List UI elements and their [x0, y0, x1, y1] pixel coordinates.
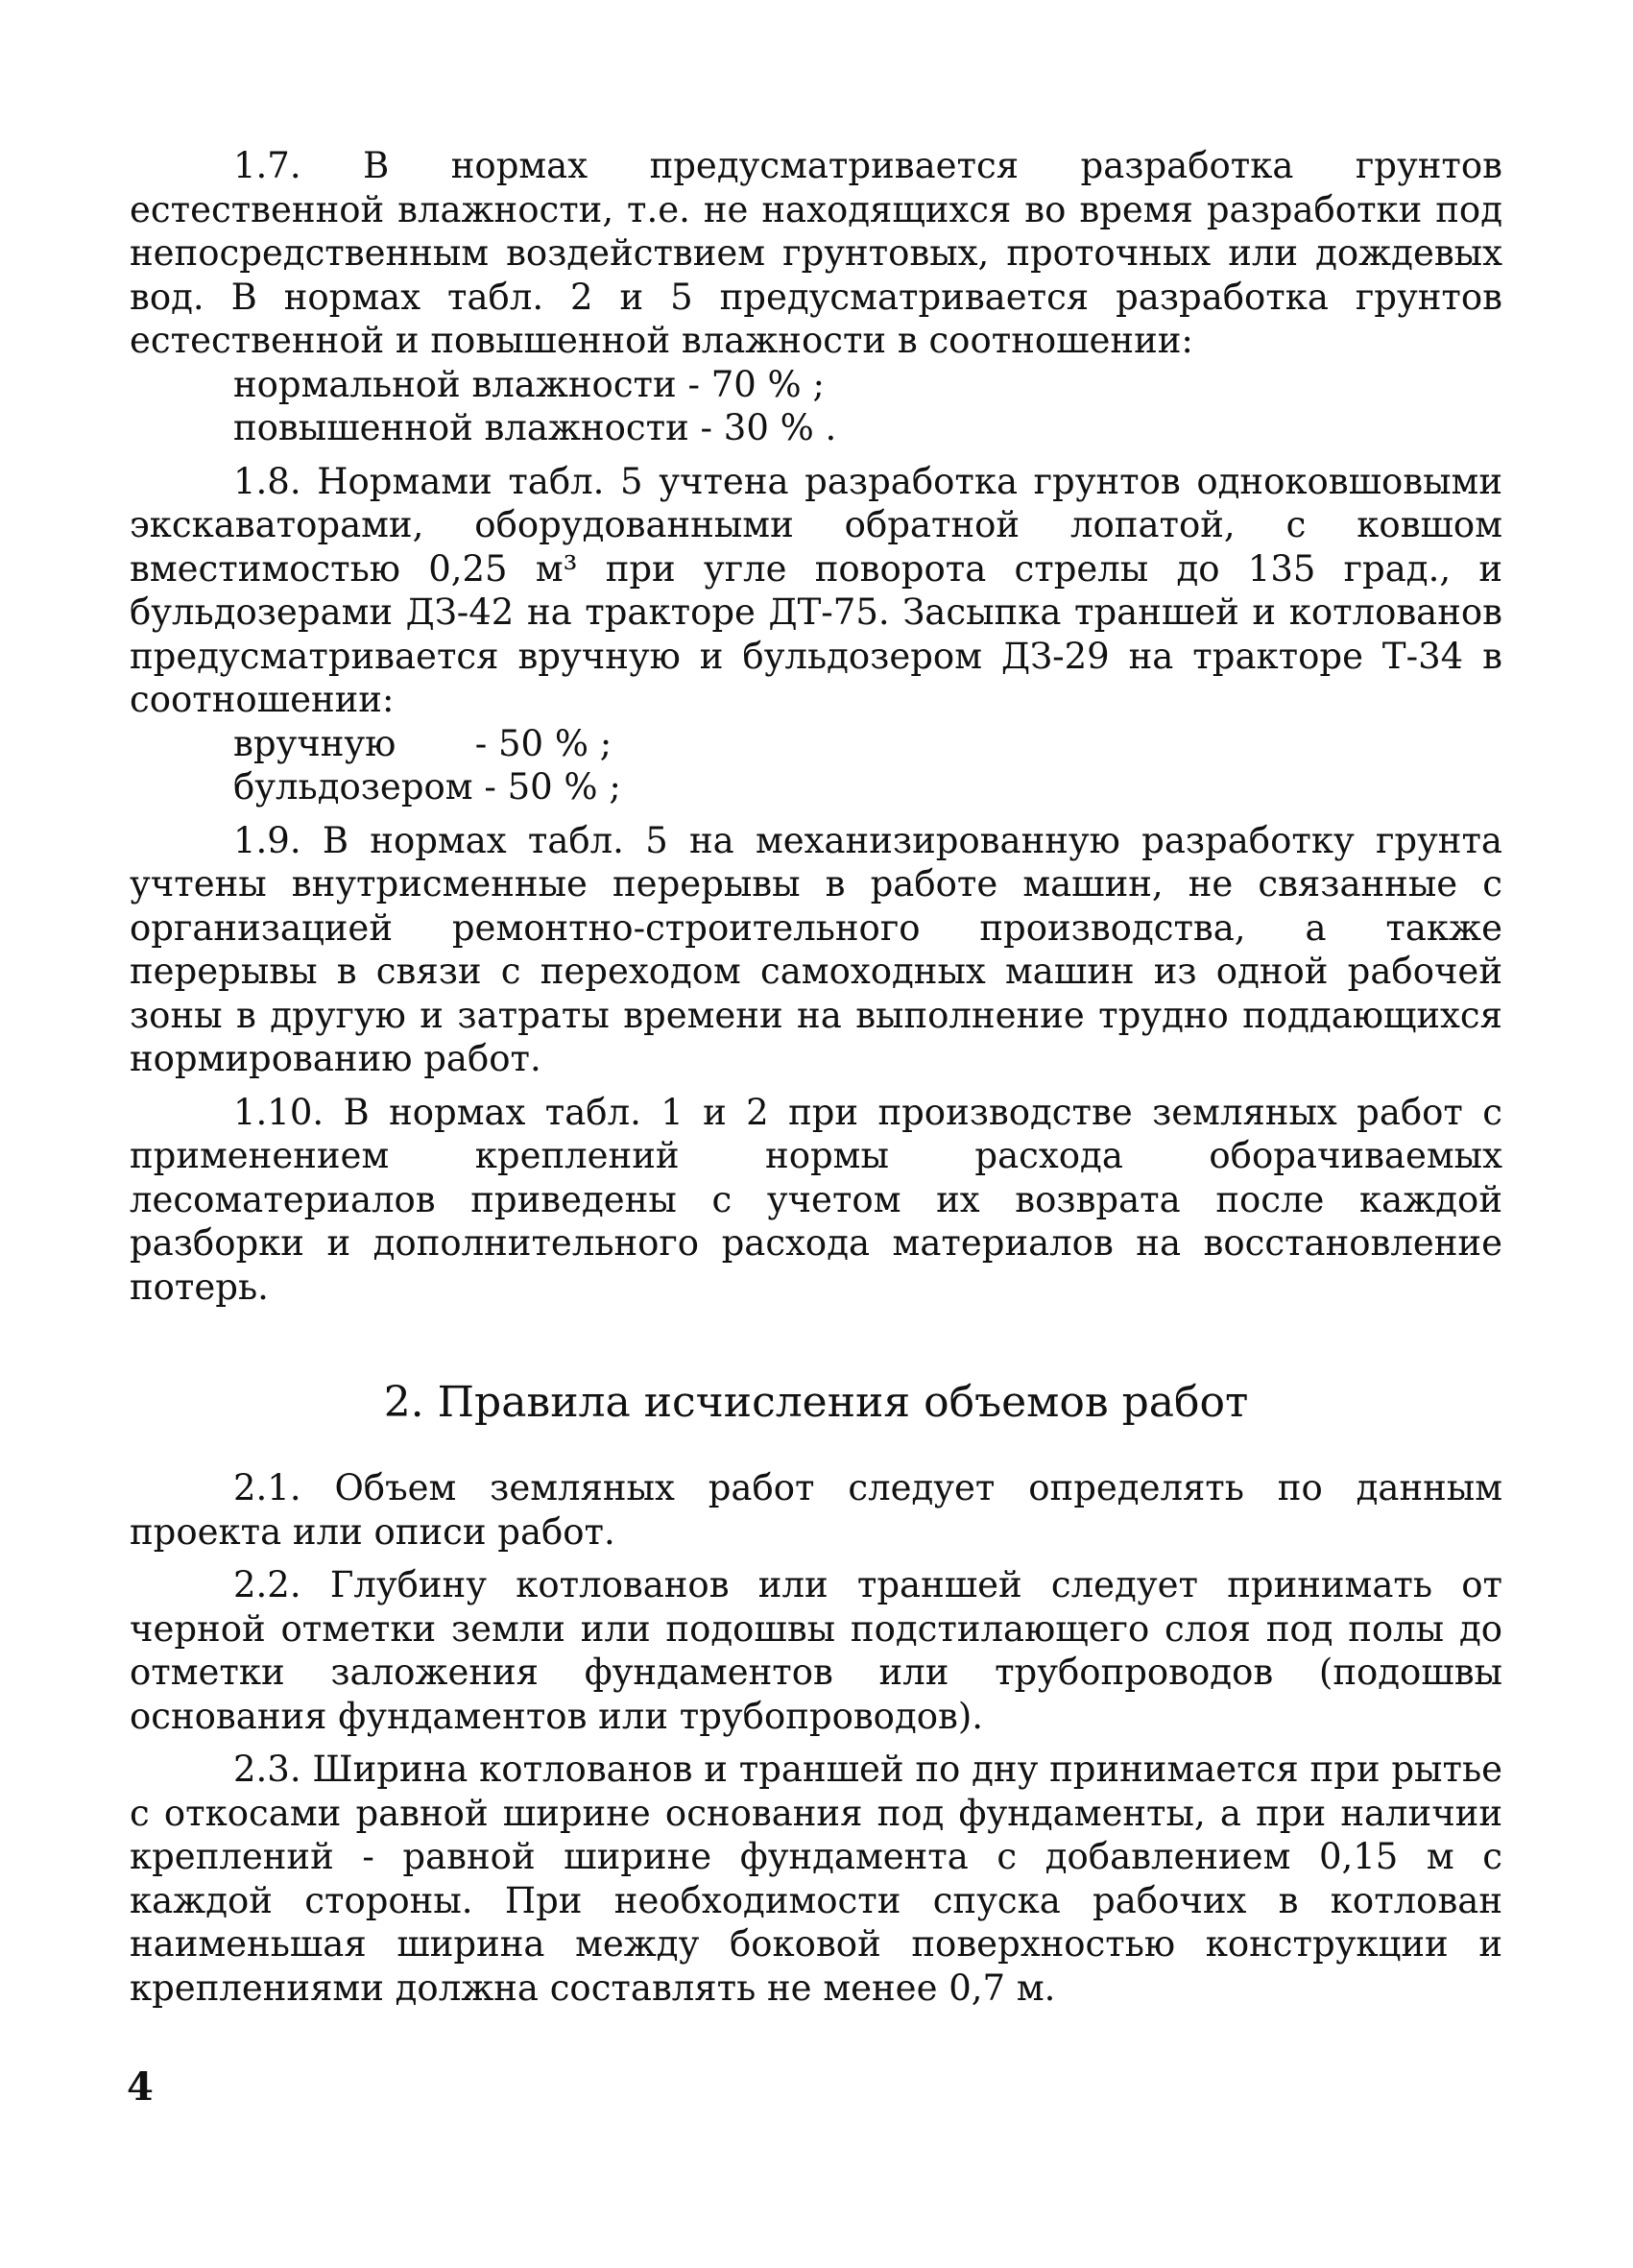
list-item: вручную - 50 % ;: [233, 722, 612, 764]
paragraph-2-3: 2.3. Ширина котлованов и траншей по дну принимается при рытье с откосами равной ширине основания под фундаменты, а при наличии креплений - равной ширине фундамента с добавлением 0,15 м с каждой стороны. При необходимости спуска рабочих в котлован наименьшая ширина между боковой поверхностью конструкции и креплениями должна составлять не менее 0,7 м.: [130, 1749, 1502, 2009]
page-number: 4: [127, 2064, 154, 2110]
humidity-ratio-list: [130, 363, 1502, 450]
backfill-ratio-list: [130, 722, 1502, 809]
paragraph-2-2: 2.2. Глубину котлованов или траншей следует принимать от черной отметки земли или подошвы подстилающего слоя под полы до отметки заложения фундаментов или трубопроводов (подошвы основания фундаментов или трубопроводов).: [130, 1564, 1502, 1737]
paragraph-1-8: 1.8. Нормами табл. 5 учтена разработка грунтов одноковшовыми экскаваторами, оборудованными обратной лопатой, с ковшом вместимостью 0,25 м³ при угле поворота стрелы до 135 град., и бульдозерами ДЗ-42 на тракторе ДТ-75. Засыпка траншей и котлованов предусматривается вручную и бульдозером ДЗ-29 на тракторе Т-34 в соотношении:: [130, 460, 1502, 720]
list-item: нормальной влажности - 70 % ;: [233, 363, 825, 405]
paragraph-1-10: 1.10. В нормах табл. 1 и 2 при производстве земляных работ с применением креплений нормы расхода оборачиваемых лесоматериалов приведены с учетом их возврата после каждой разборки и дополнительного расхода материалов на восстановление потерь.: [130, 1091, 1502, 1308]
list-item: повышенной влажности - 30 % .: [233, 407, 837, 448]
section-title: 2. Правила исчисления объемов работ: [383, 1378, 1249, 1427]
paragraph-1-7: 1.7. В нормах предусматривается разработка грунтов естественной влажности, т.е. не находящихся во время разработки под непосредственным воздействием грунтовых, проточных или дождевых вод. В нормах табл. 2 и 5 предусматривается разработка грунтов естественной и повышенной влажности в соотношении:: [130, 145, 1502, 361]
list-item: бульдозером - 50 % ;: [233, 766, 621, 808]
document-page: [130, 144, 1502, 2010]
paragraph-2-1: 2.1. Объем земляных работ следует определять по данным проекта или описи работ.: [130, 1467, 1502, 1553]
paragraph-1-9: 1.9. В нормах табл. 5 на механизированную разработку грунта учтены внутрисменные перерывы в работе машин, не связанные с организацией ремонтно-строительного производства, а также перерывы в связи с переходом самоходных машин из одной рабочей зоны в другую и затраты времени на выполнение трудно поддающихся нормированию работ.: [130, 819, 1502, 1079]
